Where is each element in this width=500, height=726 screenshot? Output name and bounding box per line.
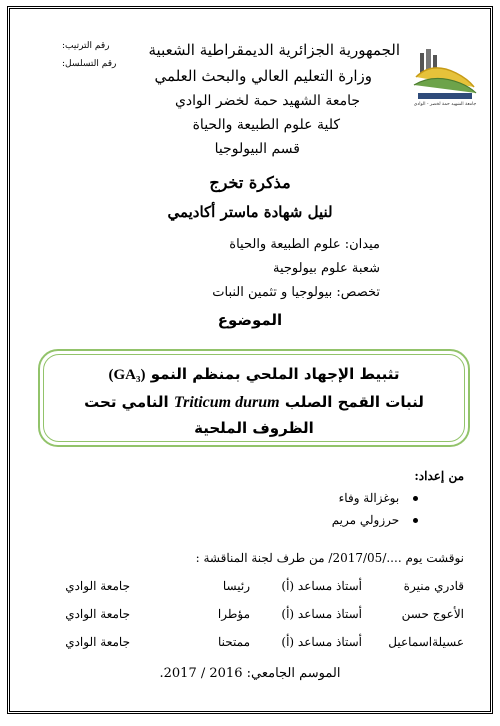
- branch-line: شعبة علوم بيولوجية: [272, 261, 380, 276]
- bullet-icon: [413, 518, 418, 523]
- jury-role: مؤطرا: [217, 607, 250, 621]
- order-number-label: رقم الترتيب:: [62, 41, 110, 51]
- student-2: [332, 513, 418, 527]
- jury-institution: جامعة الوادي: [65, 579, 130, 593]
- title-page: [7, 6, 493, 714]
- topic-heading: الموضوع: [217, 311, 283, 329]
- specialty-line: تخصص: بيولوجيا و تثمين النبات: [212, 285, 380, 300]
- faculty-line: كلية علوم الطبيعة والحياة: [192, 117, 340, 133]
- academic-year: الموسم الجامعي: 2016 / 2017.: [159, 666, 341, 681]
- jury-row: [10, 635, 490, 651]
- title-line-1-text: تثبيط الإجهاد الملحي بمنظم النمو: [150, 365, 400, 383]
- title-latin-name: Triticum durum: [173, 394, 280, 411]
- department-line: قسم البيولوجيا: [214, 141, 300, 157]
- title-line-3: الظروف الملحية: [194, 419, 314, 437]
- title-chem: (GA₃): [108, 367, 146, 383]
- university-logo: [412, 47, 478, 109]
- field-line: ميدان: علوم الطبيعة والحياة: [229, 237, 380, 252]
- jury-institution: جامعة الوادي: [65, 635, 130, 649]
- jury-row: [10, 579, 490, 595]
- student-1: [339, 491, 418, 505]
- degree-line: لنيل شهادة ماستر أكاديمي: [167, 203, 333, 221]
- jury-rank: أستاذ مساعد (أ): [281, 579, 362, 593]
- jury-role: رئيسا: [222, 579, 250, 593]
- defense-line: نوقشت يوم ..../2017/05/ من طرف لجنة المناقشة :: [195, 551, 464, 565]
- republic-line: الجمهورية الجزائرية الديمقراطية الشعبية: [148, 41, 400, 59]
- ministry-line: وزارة التعليم العالي والبحث العلمي: [154, 67, 372, 85]
- jury-name: الأعوج حسن: [401, 607, 464, 621]
- title-line-2: [38, 393, 470, 412]
- serial-number-label: رقم التسلسل:: [62, 59, 117, 69]
- jury-row: [10, 607, 490, 623]
- student-name: حرزولي مريم: [331, 513, 400, 527]
- jury-institution: جامعة الوادي: [65, 607, 130, 621]
- jury-role: ممتحنا: [217, 635, 250, 649]
- jury-rank: أستاذ مساعد (أ): [281, 607, 362, 621]
- prepared-by-label: من إعداد:: [414, 469, 464, 483]
- jury-name: عسيلةاسماعيل: [388, 635, 464, 649]
- student-name: بوغزالة وفاء: [338, 491, 400, 505]
- jury-rank: أستاذ مساعد (أ): [281, 635, 362, 649]
- thesis-type: مذكرة تخرج: [209, 173, 291, 192]
- bullet-icon: [413, 496, 418, 501]
- title-line-2-post: النامي تحت: [84, 393, 169, 411]
- jury-name: قادري منيرة: [403, 579, 464, 593]
- title-line-2-pre: لنبات القمح الصلب: [284, 393, 424, 411]
- logo-caption: جامعة الشهيد حمة لخضر - الوادي: [413, 102, 477, 107]
- title-line-1: [38, 365, 470, 384]
- university-line: جامعة الشهيد حمة لخضر الوادي: [174, 93, 360, 109]
